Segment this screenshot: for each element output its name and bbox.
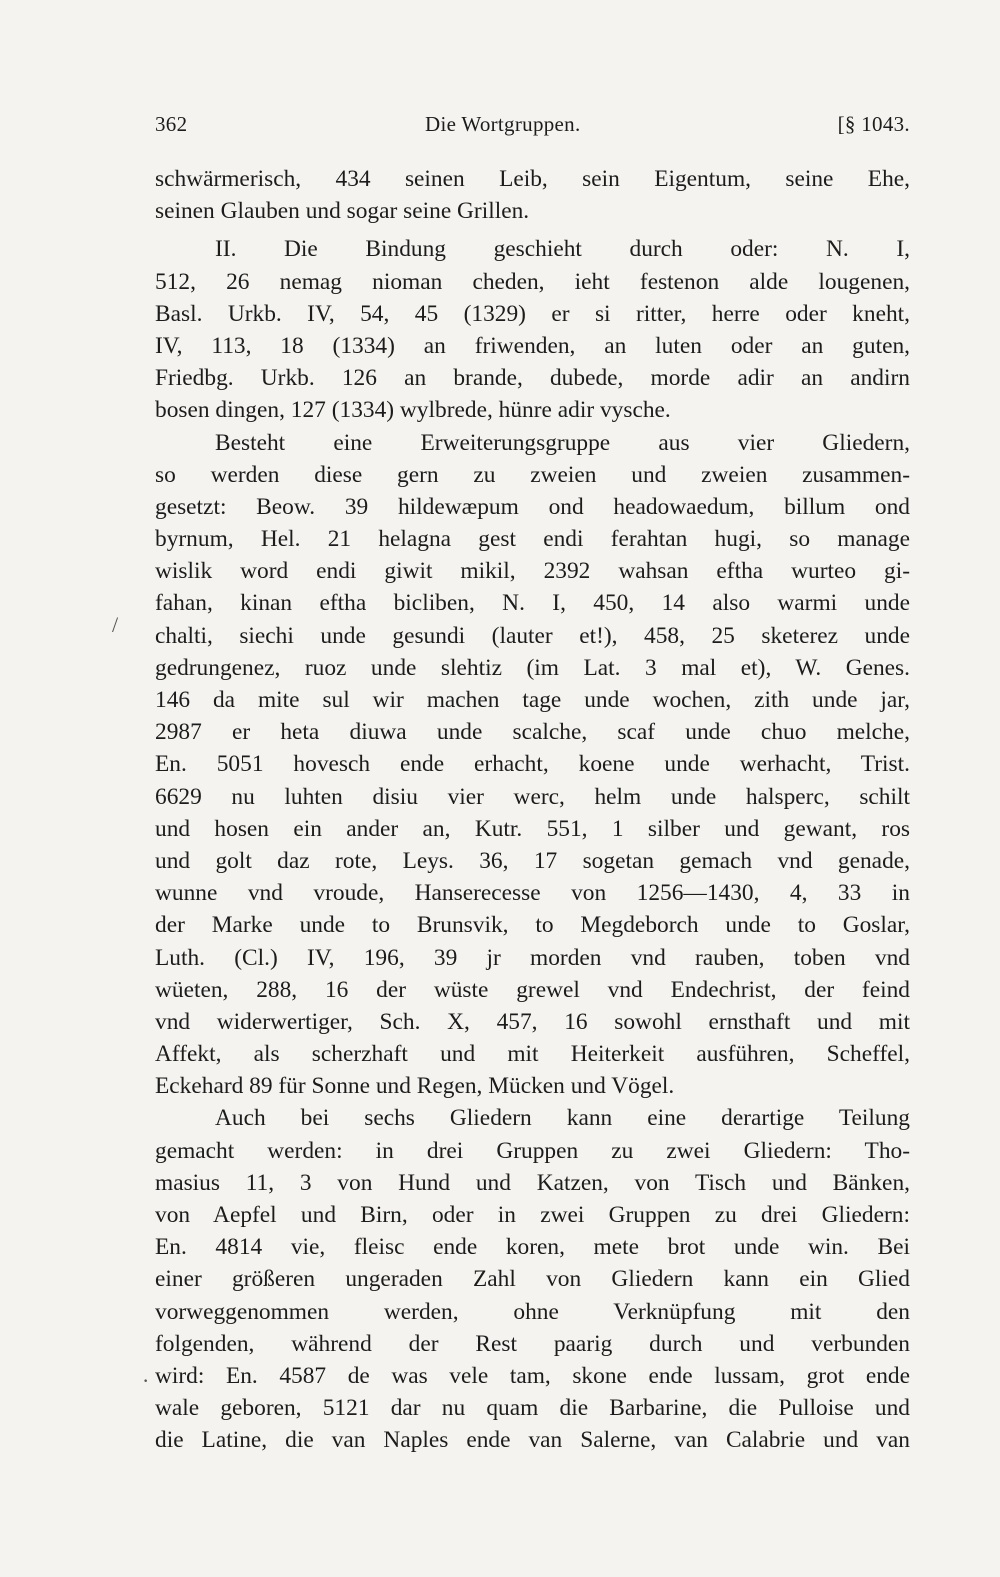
text-line: wale geboren, 5121 dar nu quam die Barbarine, die Pulloise und	[155, 1395, 910, 1422]
text-line: 146 da mite sul wir machen tage unde wochen, zith unde jar,	[155, 687, 910, 713]
text-line: Auch bei sechs Gliedern kann eine derartige Teilung	[215, 1105, 910, 1132]
text-line: En. 5051 hovesch ende erhacht, koene unde werhacht, Trist.	[155, 751, 910, 778]
text-line: und golt daz rote, Leys. 36, 17 sogetan gemach vnd genade,	[155, 847, 910, 874]
text-line: einer größeren ungeraden Zahl von Gliedern kann ein Glied	[155, 1266, 910, 1293]
text-line: wüeten, 288, 16 der wüste grewel vnd Endechrist, der feind	[155, 976, 910, 1003]
text-line: II. Die Bindung geschieht durch oder: N. I,	[215, 236, 910, 263]
text-line: der Marke unde to Brunsvik, to Megdeborch unde to Goslar,	[155, 912, 910, 939]
text-line: Luth. (Cl.) IV, 196, 39 jr morden vnd rauben, toben vnd	[155, 944, 910, 971]
text-line: 2987 er heta diuwa unde scalche, scaf unde chuo melche,	[155, 719, 910, 746]
text-line: fahan, kinan eftha bicliben, N. I, 450, 14 also warmi unde	[155, 590, 910, 617]
text-line: schwärmerisch, 434 seinen Leib, sein Eigentum, seine Ehe,	[155, 166, 910, 192]
text-line: von Aepfel und Birn, oder in zwei Gruppen zu drei Gliedern:	[155, 1202, 910, 1228]
page-header	[155, 112, 910, 148]
text-line: wislik word endi giwit mikil, 2392 wahsan eftha wurteo gi-	[155, 558, 910, 585]
text-line: vorweggenommen werden, ohne Verknüpfung mit den	[155, 1298, 910, 1325]
text-line: 512, 26 nemag nioman cheden, ieht festenon alde lougenen,	[155, 268, 910, 295]
text-line: gedrungenez, ruoz unde slehtiz (im Lat. 3 mal et), W. Genes.	[155, 654, 910, 681]
section-reference: [§ 1043.	[837, 112, 910, 136]
text-line: seinen Glauben und sogar seine Grillen.	[155, 198, 530, 225]
text-line: so werden diese gern zu zweien und zweien zusammen-	[155, 461, 910, 488]
text-line: masius 11, 3 von Hund und Katzen, von Tisch und Bänken,	[155, 1169, 910, 1196]
text-line: Eckehard 89 für Sonne und Regen, Mücken und Vögel.	[155, 1073, 675, 1100]
text-line: IV, 113, 18 (1334) an friwenden, an luten oder an guten,	[155, 332, 910, 359]
text-line: bosen dingen, 127 (1334) wylbrede, hünre adir vysche.	[155, 397, 671, 424]
text-line: und hosen ein ander an, Kutr. 551, 1 silber und gewant, ros	[155, 815, 910, 842]
running-title: Die Wortgruppen.	[425, 112, 581, 136]
text-line: Besteht eine Erweiterungsgruppe aus vier Gliedern,	[215, 429, 910, 456]
text-line: 6629 nu luhten disiu vier werc, helm unde halsperc, schilt	[155, 783, 910, 810]
text-line: wunne vnd vroude, Hanserecesse von 1256—1430, 4, 33 in	[155, 880, 910, 907]
body-text	[155, 163, 910, 1457]
text-line: byrnum, Hel. 21 helagna gest endi ferahtan hugi, so manage	[155, 526, 910, 553]
page-number: 362	[155, 112, 188, 136]
text-line: vnd widerwertiger, Sch. X, 457, 16 sowohl ernsthaft und mit	[155, 1008, 910, 1035]
margin-mark-slash: /	[112, 612, 119, 637]
text-line: En. 4814 vie, fleisc ende koren, mete brot unde win. Bei	[155, 1234, 910, 1261]
text-line: wird: En. 4587 de was vele tam, skone ende lussam, grot ende	[155, 1362, 910, 1389]
text-line: die Latine, die van Naples ende van Salerne, van Calabrie und van	[155, 1427, 910, 1454]
text-line: folgenden, während der Rest paarig durch und verbunden	[155, 1330, 910, 1357]
text-line: Affekt, als scherzhaft und mit Heiterkeit ausführen, Scheffel,	[155, 1041, 910, 1068]
text-line: Basl. Urkb. IV, 54, 45 (1329) er si ritter, herre oder kneht,	[155, 300, 910, 327]
margin-mark-dot: ·	[142, 1368, 150, 1393]
text-line: chalti, siechi unde gesundi (lauter et!), 458, 25 sketerez unde	[155, 622, 910, 649]
text-line: Friedbg. Urkb. 126 an brande, dubede, morde adir an andirn	[155, 365, 910, 392]
text-line: gesetzt: Beow. 39 hildewæpum ond headowaedum, billum ond	[155, 493, 910, 520]
text-line: gemacht werden: in drei Gruppen zu zwei Gliedern: Tho-	[155, 1137, 910, 1164]
